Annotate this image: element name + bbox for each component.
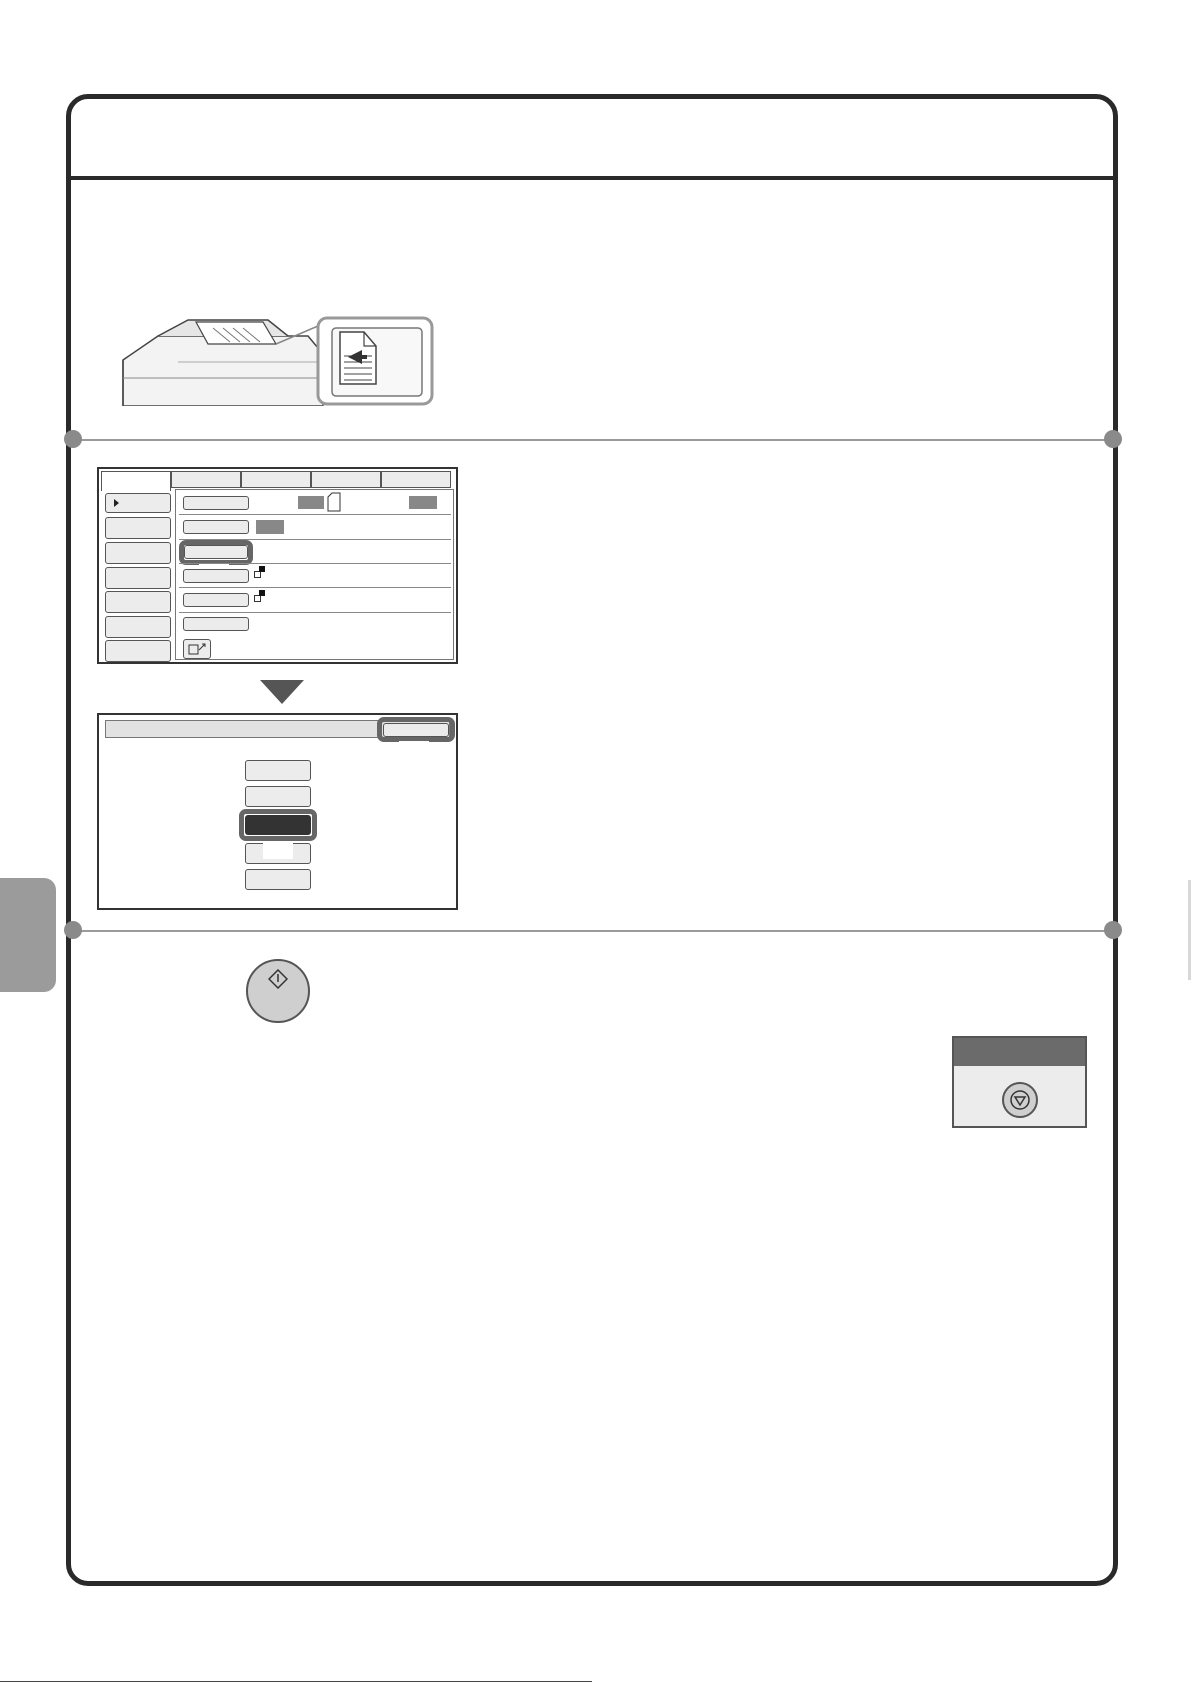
separator-dot-left [64,921,82,939]
left-menu-button-2[interactable] [105,517,171,539]
title-rule [70,176,1114,180]
stop-key-panel [952,1036,1087,1128]
tab-2[interactable] [171,471,241,488]
option-button-5[interactable] [245,869,311,890]
tab-4[interactable] [311,471,381,488]
setting-button-6[interactable] [183,617,249,631]
preview-button[interactable] [183,639,211,659]
option-button-3-selected[interactable] [245,815,311,835]
setting-button-4[interactable] [183,569,249,583]
setting-button-1[interactable] [183,496,249,510]
step-separator [74,930,1112,932]
tab-5[interactable] [381,471,451,488]
stop-key-icon[interactable] [1002,1082,1038,1118]
separator-dot-right [1104,921,1122,939]
size-indicator-icon [254,589,266,603]
row-divider [179,514,451,515]
left-menu-button-3[interactable] [105,542,171,564]
stop-key-panel-header [954,1038,1085,1066]
left-menu-button-4[interactable] [105,567,171,589]
footer-rule [0,1681,592,1682]
row-divider [179,587,451,588]
down-arrow-icon [260,680,304,704]
tab-3[interactable] [241,471,311,488]
callout-gap [263,841,293,859]
chapter-side-tab [0,878,56,992]
tab-active[interactable] [101,471,171,491]
size-indicator-icon [254,565,266,579]
value-indicator-2 [409,496,437,509]
paper-orientation-icon [327,492,341,512]
row-divider [179,612,451,613]
left-menu-button-7[interactable] [105,640,171,662]
left-menu-button-5[interactable] [105,591,171,613]
callout-gap [399,741,429,747]
row-divider [179,563,451,564]
setting-button-3-selected[interactable] [184,545,248,559]
option-button-1[interactable] [245,760,311,781]
step-separator [74,439,1112,441]
value-indicator-3 [256,520,284,534]
value-indicator-1 [298,496,324,509]
separator-dot-left [64,430,82,448]
start-key-icon[interactable] [246,959,310,1023]
left-menu-button-1[interactable] [105,493,171,513]
preview-icon [187,642,209,656]
touch-panel-option-screen [97,713,458,910]
pointer-icon [113,499,121,507]
setting-button-5[interactable] [183,593,249,607]
touch-panel-main-screen [97,467,458,664]
separator-dot-right [1104,430,1122,448]
setting-button-2[interactable] [183,520,249,534]
ok-button[interactable] [383,723,449,737]
left-menu-button-6[interactable] [105,616,171,638]
option-button-2[interactable] [245,786,311,807]
start-symbol-icon [268,969,288,989]
document-feeder-with-indicator-icon [118,314,438,406]
stop-symbol-icon [1009,1089,1031,1111]
